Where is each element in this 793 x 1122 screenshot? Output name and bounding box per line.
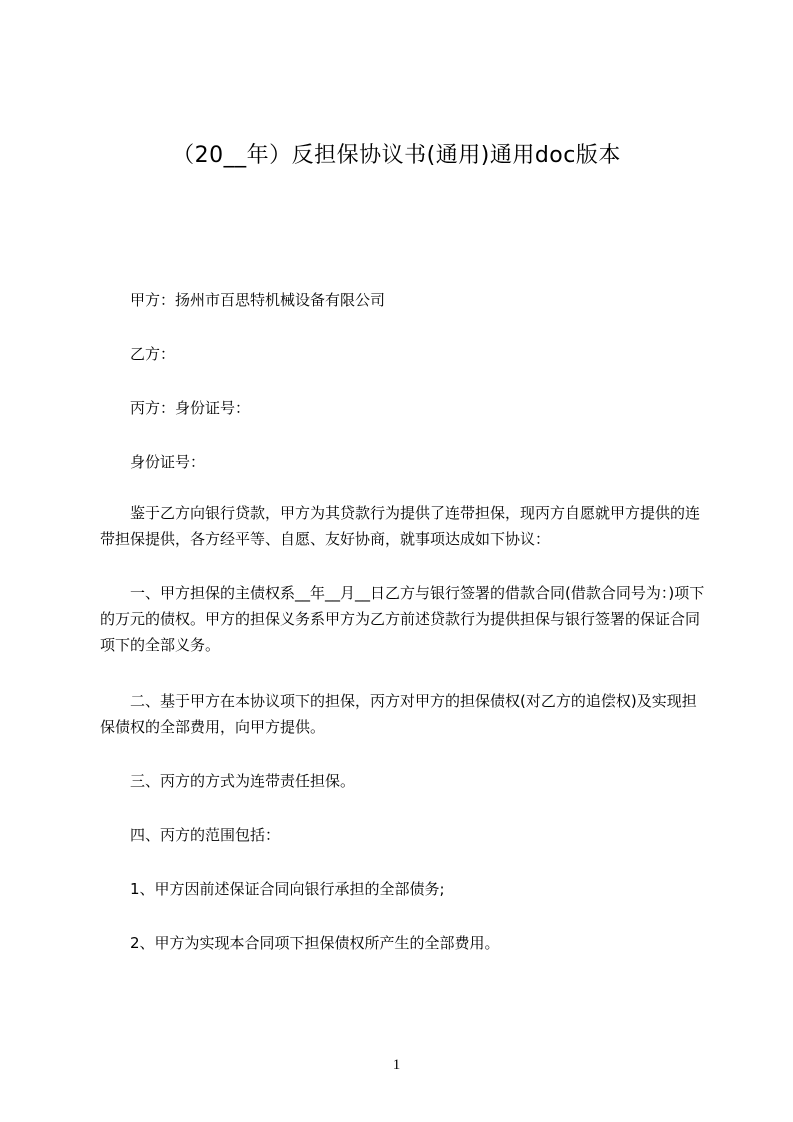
clause-2-paragraph: 二、基于甲方在本协议项下的担保，丙方对甲方的担保债权(对乙方的追偿权)及实现担保债权的全部费用，向甲方提供。 [100,692,697,736]
clause-4-item-2: 2、甲方为实现本合同项下担保债权所产生的全部费用。 [130,934,500,952]
preamble-paragraph: 鉴于乙方向银行贷款，甲方为其贷款行为提供了连带担保，现丙方自愿就甲方提供的连带担保提供，各方经平等、自愿、友好协商，就事项达成如下协议： [100,504,701,548]
clause-4-item-1: 1、甲方因前述保证合同向银行承担的全部债务; [130,880,445,898]
party-a-line: 甲方：扬州市百思特机械设备有限公司 [130,291,386,309]
page-number: 1 [392,1057,401,1073]
clause-3-paragraph: 三、丙方的方式为连带责任担保。 [130,772,356,790]
party-c-line: 丙方：身份证号： [130,399,251,417]
clause-4-paragraph: 四、丙方的范围包括： [130,826,281,844]
party-b-line: 乙方： [130,345,176,363]
id-number-line: 身份证号： [130,453,206,471]
clause-1-paragraph: 一、甲方担保的主债权系__年__月__日乙方与银行签署的借款合同(借款合同号为：)项下的万元的债权。甲方的担保义务系甲方为乙方前述贷款行为提供担保与银行签署的保证合同项下的全部义务。 [100,584,705,654]
document-title: （20__年）反担保协议书(通用)通用doc版本 [172,143,621,168]
